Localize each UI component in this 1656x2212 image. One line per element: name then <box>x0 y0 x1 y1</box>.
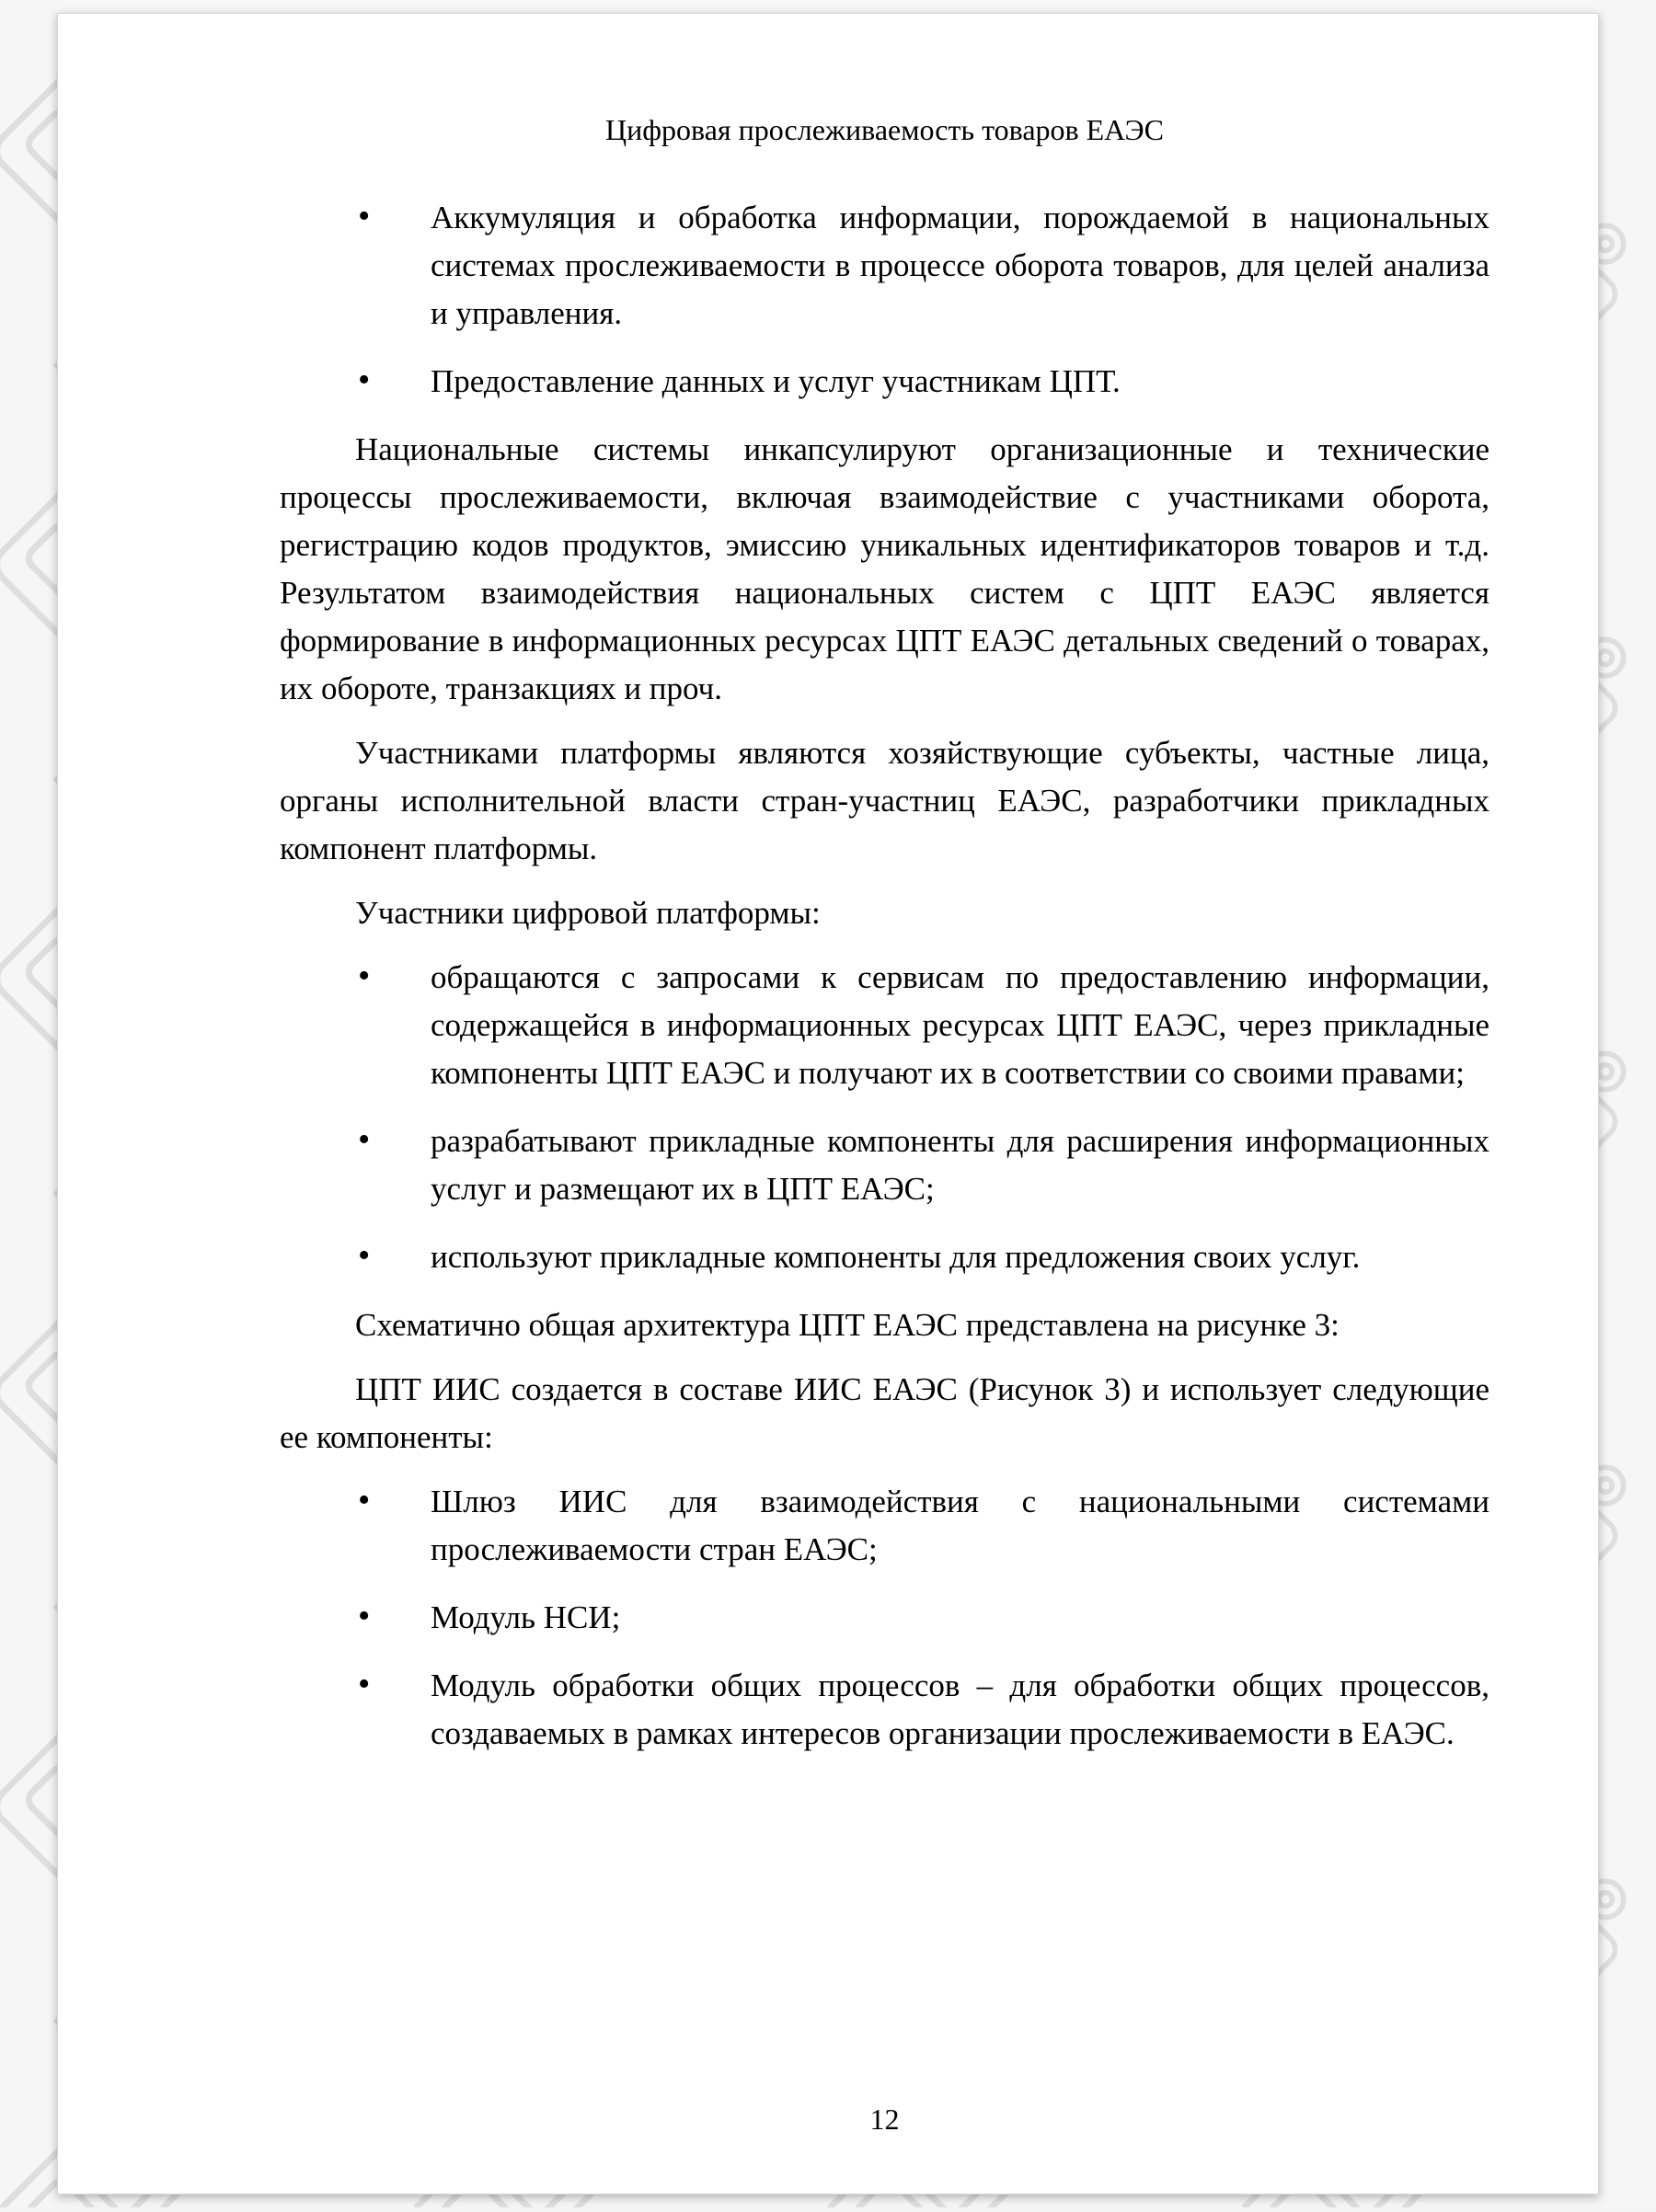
bullet-icon: • <box>358 957 371 995</box>
list-item-text: используют прикладные компоненты для предложения своих услуг. <box>431 1239 1361 1275</box>
list-item-text: обращаются с запросами к сервисам по предоставлению информации, содержащейся в информационных ресурсах ЦПТ ЕАЭС, через прикладные компоненты ЦПТ ЕАЭС и получают их в соответствии со своими правами; <box>431 959 1489 1091</box>
document-page <box>57 13 1599 2195</box>
paragraph-platform-participants: Участниками платформы являются хозяйствующие субъекты, частные лица, органы исполнительной власти стран-участниц ЕАЭС, разработчики прикладных компонент платформы. <box>280 735 1489 866</box>
list-item <box>280 954 1489 1097</box>
bullet-icon: • <box>358 1597 371 1635</box>
list-item <box>280 1662 1489 1758</box>
page-number: 12 <box>869 2103 900 2136</box>
bullet-icon: • <box>358 1120 371 1159</box>
list-item-text: Модуль обработки общих процессов – для обработки общих процессов, создаваемых в рамках интересов организации прослеживаемости в ЕАЭС. <box>431 1668 1489 1751</box>
goals-list <box>280 194 1489 406</box>
running-header-title: Цифровая прослеживаемость товаров ЕАЭС <box>605 113 1164 146</box>
list-item-text: Шлюз ИИС для взаимодействия с национальными системами прослеживаемости стран ЕАЭС; <box>431 1484 1489 1567</box>
bullet-icon: • <box>358 361 371 399</box>
list-item-text: Предоставление данных и услуг участникам ЦПТ. <box>431 363 1121 399</box>
platform-actions-list <box>280 954 1489 1281</box>
bullet-icon: • <box>358 197 371 235</box>
list-item <box>280 1233 1489 1281</box>
list-item <box>280 1117 1489 1213</box>
bullet-icon: • <box>358 1481 371 1519</box>
paragraph-schematic-architecture: Схематично общая архитектура ЦПТ ЕАЭС представлена на рисунке 3: <box>355 1307 1340 1343</box>
paragraph-platform-members-heading: Участники цифровой платформы: <box>355 895 821 931</box>
list-item <box>280 358 1489 406</box>
list-item-text: Аккумуляция и обработка информации, порождаемой в национальных системах прослеживаемости в процессе оборота товаров, для целей анализа и управления. <box>431 200 1489 331</box>
paragraph-cpt-iis: ЦПТ ИИС создается в составе ИИС ЕАЭС (Рисунок 3) и использует следующие ее компоненты: <box>280 1371 1489 1455</box>
list-item <box>280 1478 1489 1574</box>
list-item <box>280 1594 1489 1642</box>
iis-components-list <box>280 1478 1489 1758</box>
list-item-text: Модуль НСИ; <box>431 1599 621 1635</box>
list-item <box>280 194 1489 338</box>
bullet-icon: • <box>358 1665 371 1703</box>
list-item-text: разрабатывают прикладные компоненты для расширения информационных услуг и размещают их в ЦПТ ЕАЭС; <box>431 1123 1489 1207</box>
bullet-icon: • <box>358 1236 371 1275</box>
paragraph-national-systems: Национальные системы инкапсулируют организационные и технические процессы прослеживаемости, включая взаимодействие с участниками оборота, регистрацию кодов продуктов, эмиссию уникальных идентификаторов товаров и т.д. Результатом взаимодействия национальных систем с ЦПТ ЕАЭС является формирование в информационных ресурсах ЦПТ ЕАЭС детальных сведений о товарах, их обороте, транзакциях и проч. <box>280 431 1489 706</box>
